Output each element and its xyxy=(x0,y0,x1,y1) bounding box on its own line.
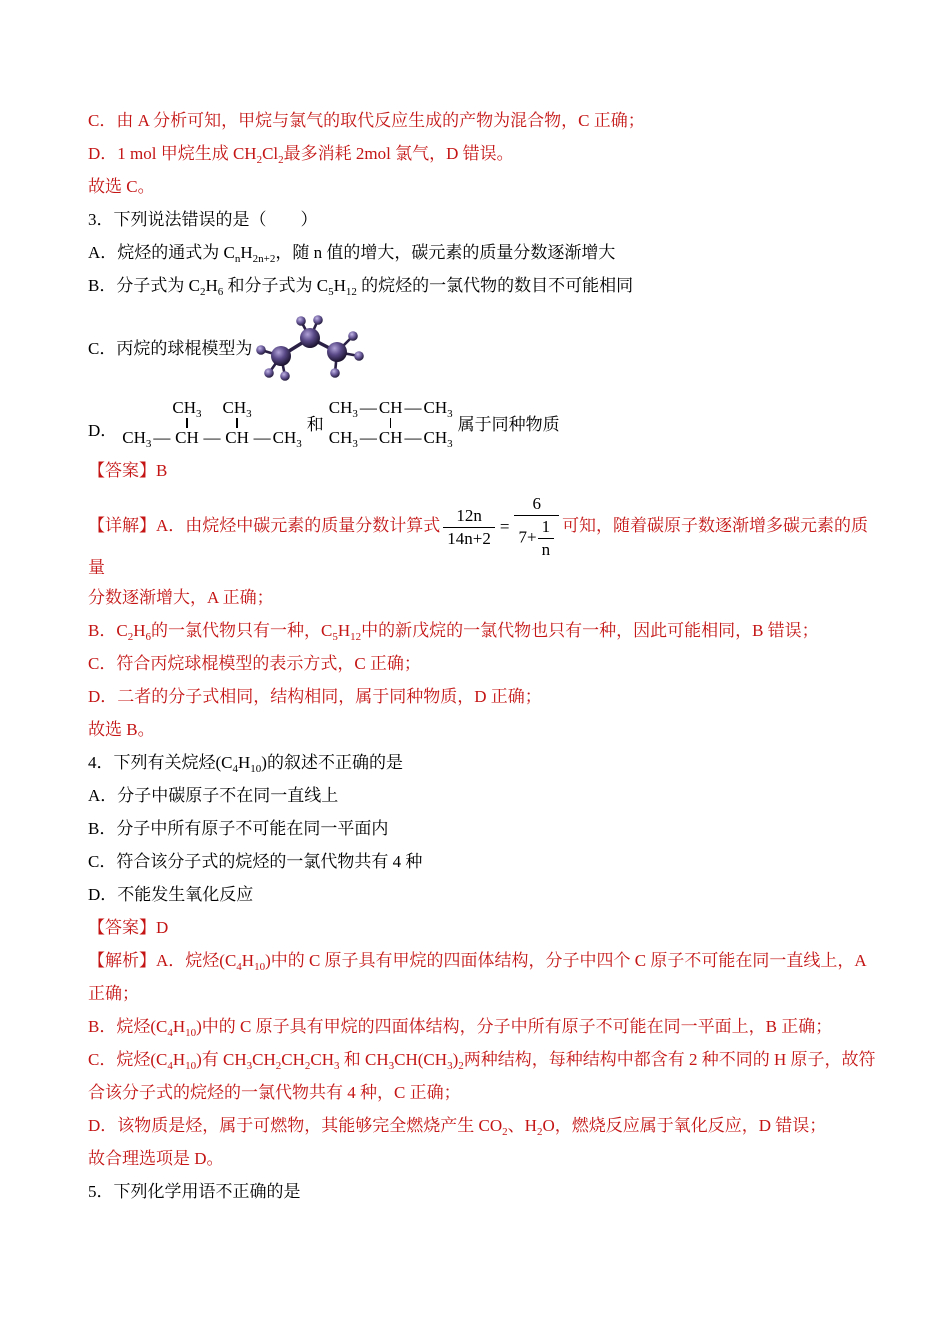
subscript: 2 xyxy=(278,154,284,166)
q2-answer-choice xyxy=(88,178,878,196)
q4-option-b xyxy=(88,820,878,838)
subscript: 2n+2 xyxy=(252,253,276,265)
text-run: H xyxy=(241,951,255,970)
vertical-bond xyxy=(236,418,238,428)
mass-fraction-equation xyxy=(440,494,562,559)
text-run: 、H xyxy=(507,1116,537,1135)
q4-expl-a xyxy=(88,951,878,973)
q3-option-d xyxy=(88,398,878,450)
text-run: H xyxy=(238,753,251,772)
text-run: 故选 B。 xyxy=(88,720,155,739)
q3-option-d-label: D． xyxy=(88,421,118,440)
text-run: O，燃烧反应属于氧化反应，D 错误； xyxy=(542,1116,827,1135)
text-run: C．烷烃(C xyxy=(88,1050,168,1069)
subscript: 4 xyxy=(236,961,242,973)
q4-title xyxy=(88,753,878,775)
subscript: 2 xyxy=(458,1060,464,1072)
text-run: 正确； xyxy=(88,984,139,1003)
q3-answer xyxy=(88,462,878,480)
subscript: 2 xyxy=(275,1060,282,1072)
text-run: H xyxy=(205,276,218,295)
text-run: 分数逐渐增大，A 正确； xyxy=(88,588,274,607)
q3-expl-c xyxy=(88,655,878,673)
q4-option-d xyxy=(88,886,878,904)
text-run: 中的新戊烷的一氯代物也只有一种，因此可能相同，B 错误； xyxy=(361,621,819,640)
subscript: 2 xyxy=(256,154,263,166)
q3-option-c xyxy=(88,310,878,390)
subscript: 5 xyxy=(332,631,338,643)
subscript: 12 xyxy=(350,631,362,643)
text-run: D．该物质是烃，属于可燃物，其能够完全燃烧产生 CO xyxy=(88,1116,503,1135)
text-run: B．C xyxy=(88,621,128,640)
subscript: 12 xyxy=(345,286,357,298)
text-run: B．分子式为 C xyxy=(88,276,200,295)
text-run: H xyxy=(333,276,346,295)
q2-expl-option-d xyxy=(88,144,878,166)
text-run: H xyxy=(133,621,146,640)
text-run: )中的 C 原子具有甲烷的四面体结构，分子中所有原子不可能在同一平面上，B 正确； xyxy=(196,1017,833,1036)
text-run: CH(CH xyxy=(394,1050,448,1069)
q2-expl-option-c xyxy=(88,112,878,130)
fraction-1-over-n: $\frac{1}{n}$ xyxy=(538,518,555,559)
text-run: H xyxy=(172,1017,186,1036)
fraction-6-over-7plus1n: 6 7+ $\frac{1}{n}$ xyxy=(514,495,559,559)
q3-title xyxy=(88,211,878,229)
text-run: CH xyxy=(281,1050,305,1069)
propane-ball-stick-model xyxy=(254,310,372,390)
subscript: 3 xyxy=(447,1060,453,1072)
subscript: 4 xyxy=(167,1027,173,1039)
text-run: 【答案】B xyxy=(88,461,168,480)
q3-option-c-label: C．丙烷的球棍模型为 xyxy=(88,338,253,358)
text-run: D．不能发生氧化反应 xyxy=(88,885,254,904)
text-run: C．符合该分子式的烷烃的一氯代物共有 4 种 xyxy=(88,852,423,871)
text-run: 4．下列有关烷烃(C xyxy=(88,753,233,772)
q4-expl-b xyxy=(88,1017,878,1039)
subscript: 10 xyxy=(250,763,262,775)
subscript: n xyxy=(234,253,241,265)
subscript: 3 xyxy=(196,408,202,420)
vertical-bond xyxy=(186,418,188,428)
text-run: 【答案】D xyxy=(88,918,169,937)
q4-answer xyxy=(88,919,878,937)
subscript: 10 xyxy=(185,1060,197,1072)
q4-option-c xyxy=(88,853,878,871)
struct1-bond-row xyxy=(121,417,303,428)
fraction-12n-over-14n2: $\frac{12n}{14n+2}$ xyxy=(443,507,495,548)
struct2-top-row: $CH_3$ — CH — $CH_3$ xyxy=(328,398,453,420)
structural-formula-dimethylbutane-1 xyxy=(121,398,303,450)
text-run: B．分子中所有原子不可能在同一平面内 xyxy=(88,819,389,838)
subscript: 10 xyxy=(185,1027,197,1039)
text-run: H xyxy=(337,621,351,640)
subscript: 2 xyxy=(127,631,134,643)
subscript: 6 xyxy=(217,286,224,298)
structural-formula-dimethylbutane-2 xyxy=(328,398,454,450)
text-run: 的一氯代物只有一种，C xyxy=(150,621,333,640)
carbon-atoms xyxy=(271,328,347,366)
text-run: 和 CH xyxy=(339,1050,389,1069)
q3-option-b xyxy=(88,276,878,298)
struct2-bond-row xyxy=(328,417,454,428)
text-run: 的烷烃的一氯代物的数目不可能相同 xyxy=(356,276,634,295)
text-run: 两种结构，每种结构中都含有 2 种不同的 H 原子，故符 xyxy=(463,1050,876,1069)
text-run: ) xyxy=(452,1050,459,1069)
q4-expl-a-cont xyxy=(88,985,878,1003)
subscript: 3 xyxy=(246,408,252,420)
text-run: C．由 A 分析可知，甲烷与氯气的取代反应生成的产物为混合物，C 正确； xyxy=(88,111,645,130)
text-run: 【解析】A．烷烃(C xyxy=(88,951,237,970)
q3-expl-d xyxy=(88,688,878,706)
text-run: CH xyxy=(310,1050,335,1069)
text-run: ，随 n 值的增大，碳元素的质量分数逐渐增大 xyxy=(275,243,616,262)
text-run: H xyxy=(172,1050,186,1069)
text-run: )的叙述不正确的是 xyxy=(261,753,403,772)
q3-expl-b xyxy=(88,621,878,643)
subscript: 2 xyxy=(304,1060,311,1072)
text-run: )中的 C 原子具有甲烷的四面体结构，分子中四个 C 原子不可能在同一直线上，A xyxy=(265,951,867,970)
subscript: 5 xyxy=(328,286,334,298)
q4-expl-c xyxy=(88,1050,878,1072)
q4-expl-c-cont xyxy=(88,1084,878,1102)
equals-sign: = xyxy=(499,517,510,536)
text-run: 3．下列说法错误的是（ ） xyxy=(88,210,318,229)
struct1-top-row: $CH_3$ $CH_3$ xyxy=(172,398,252,420)
text-run: 合该分子式的烷烃的一氯代物共有 4 种，C 正确； xyxy=(88,1083,461,1102)
struct2-bottom-row: $CH_3$ — CH — $CH_3$ xyxy=(328,428,453,450)
text-run: CH xyxy=(252,1050,276,1069)
subscript: 10 xyxy=(254,961,266,973)
vertical-bond xyxy=(390,418,392,428)
subscript: 6 xyxy=(145,631,151,643)
q3-expl-a-pre: 【详解】A．由烷烃中碳元素的质量分数计算式 xyxy=(88,515,441,535)
q3-expl-a-post: 可知，随着碳原子数逐渐增多碳元素的质量 xyxy=(88,515,869,577)
q3-expl-a-cont xyxy=(88,589,878,607)
text-run: 故选 C。 xyxy=(88,177,155,196)
subscript: 3 xyxy=(246,1060,253,1072)
text-run: A．分子中碳原子不在同一直线上 xyxy=(88,786,339,805)
text-run: 故合理选项是 D。 xyxy=(88,1149,224,1168)
text-run: )有 CH xyxy=(196,1050,247,1069)
q5-title xyxy=(88,1183,878,1201)
subscript: 2 xyxy=(199,286,206,298)
text-run: B．烷烃(C xyxy=(88,1017,168,1036)
text-run: A．烷烃的通式为 C xyxy=(88,243,235,262)
q4-answer-choice xyxy=(88,1150,878,1168)
q3-option-d-and: 和 xyxy=(306,415,324,434)
subscript: 3 xyxy=(334,1060,340,1072)
text-run: Cl xyxy=(262,144,279,163)
q3-answer-choice xyxy=(88,721,878,739)
text-run: 5．下列化学用语不正确的是 xyxy=(88,1182,301,1201)
q4-option-a xyxy=(88,787,878,805)
text-run: D．二者的分子式相同，结构相同，属于同种物质，D 正确； xyxy=(88,687,542,706)
text-run: 最多消耗 2mol 氯气，D 错误。 xyxy=(283,144,514,163)
text-run: D．1 mol 甲烷生成 CH xyxy=(88,144,257,163)
text-run: 和分子式为 C xyxy=(223,276,329,295)
struct1-bottom-row: $CH_3$ — CH — CH — $CH_3$ xyxy=(122,428,302,450)
subscript: 2 xyxy=(536,1126,543,1138)
text-run: C．符合丙烷球棍模型的表示方式，C 正确； xyxy=(88,654,421,673)
subscript: 2 xyxy=(502,1126,508,1138)
q3-option-d-tail: 属于同种物质 xyxy=(457,415,560,434)
q4-expl-d xyxy=(88,1116,878,1138)
subscript: 4 xyxy=(167,1060,173,1072)
q3-expl-a-formula-line xyxy=(88,495,878,577)
q3-option-a xyxy=(88,243,878,265)
subscript: 3 xyxy=(388,1060,395,1072)
text-run: H xyxy=(240,243,253,262)
subscript: 4 xyxy=(232,763,238,775)
